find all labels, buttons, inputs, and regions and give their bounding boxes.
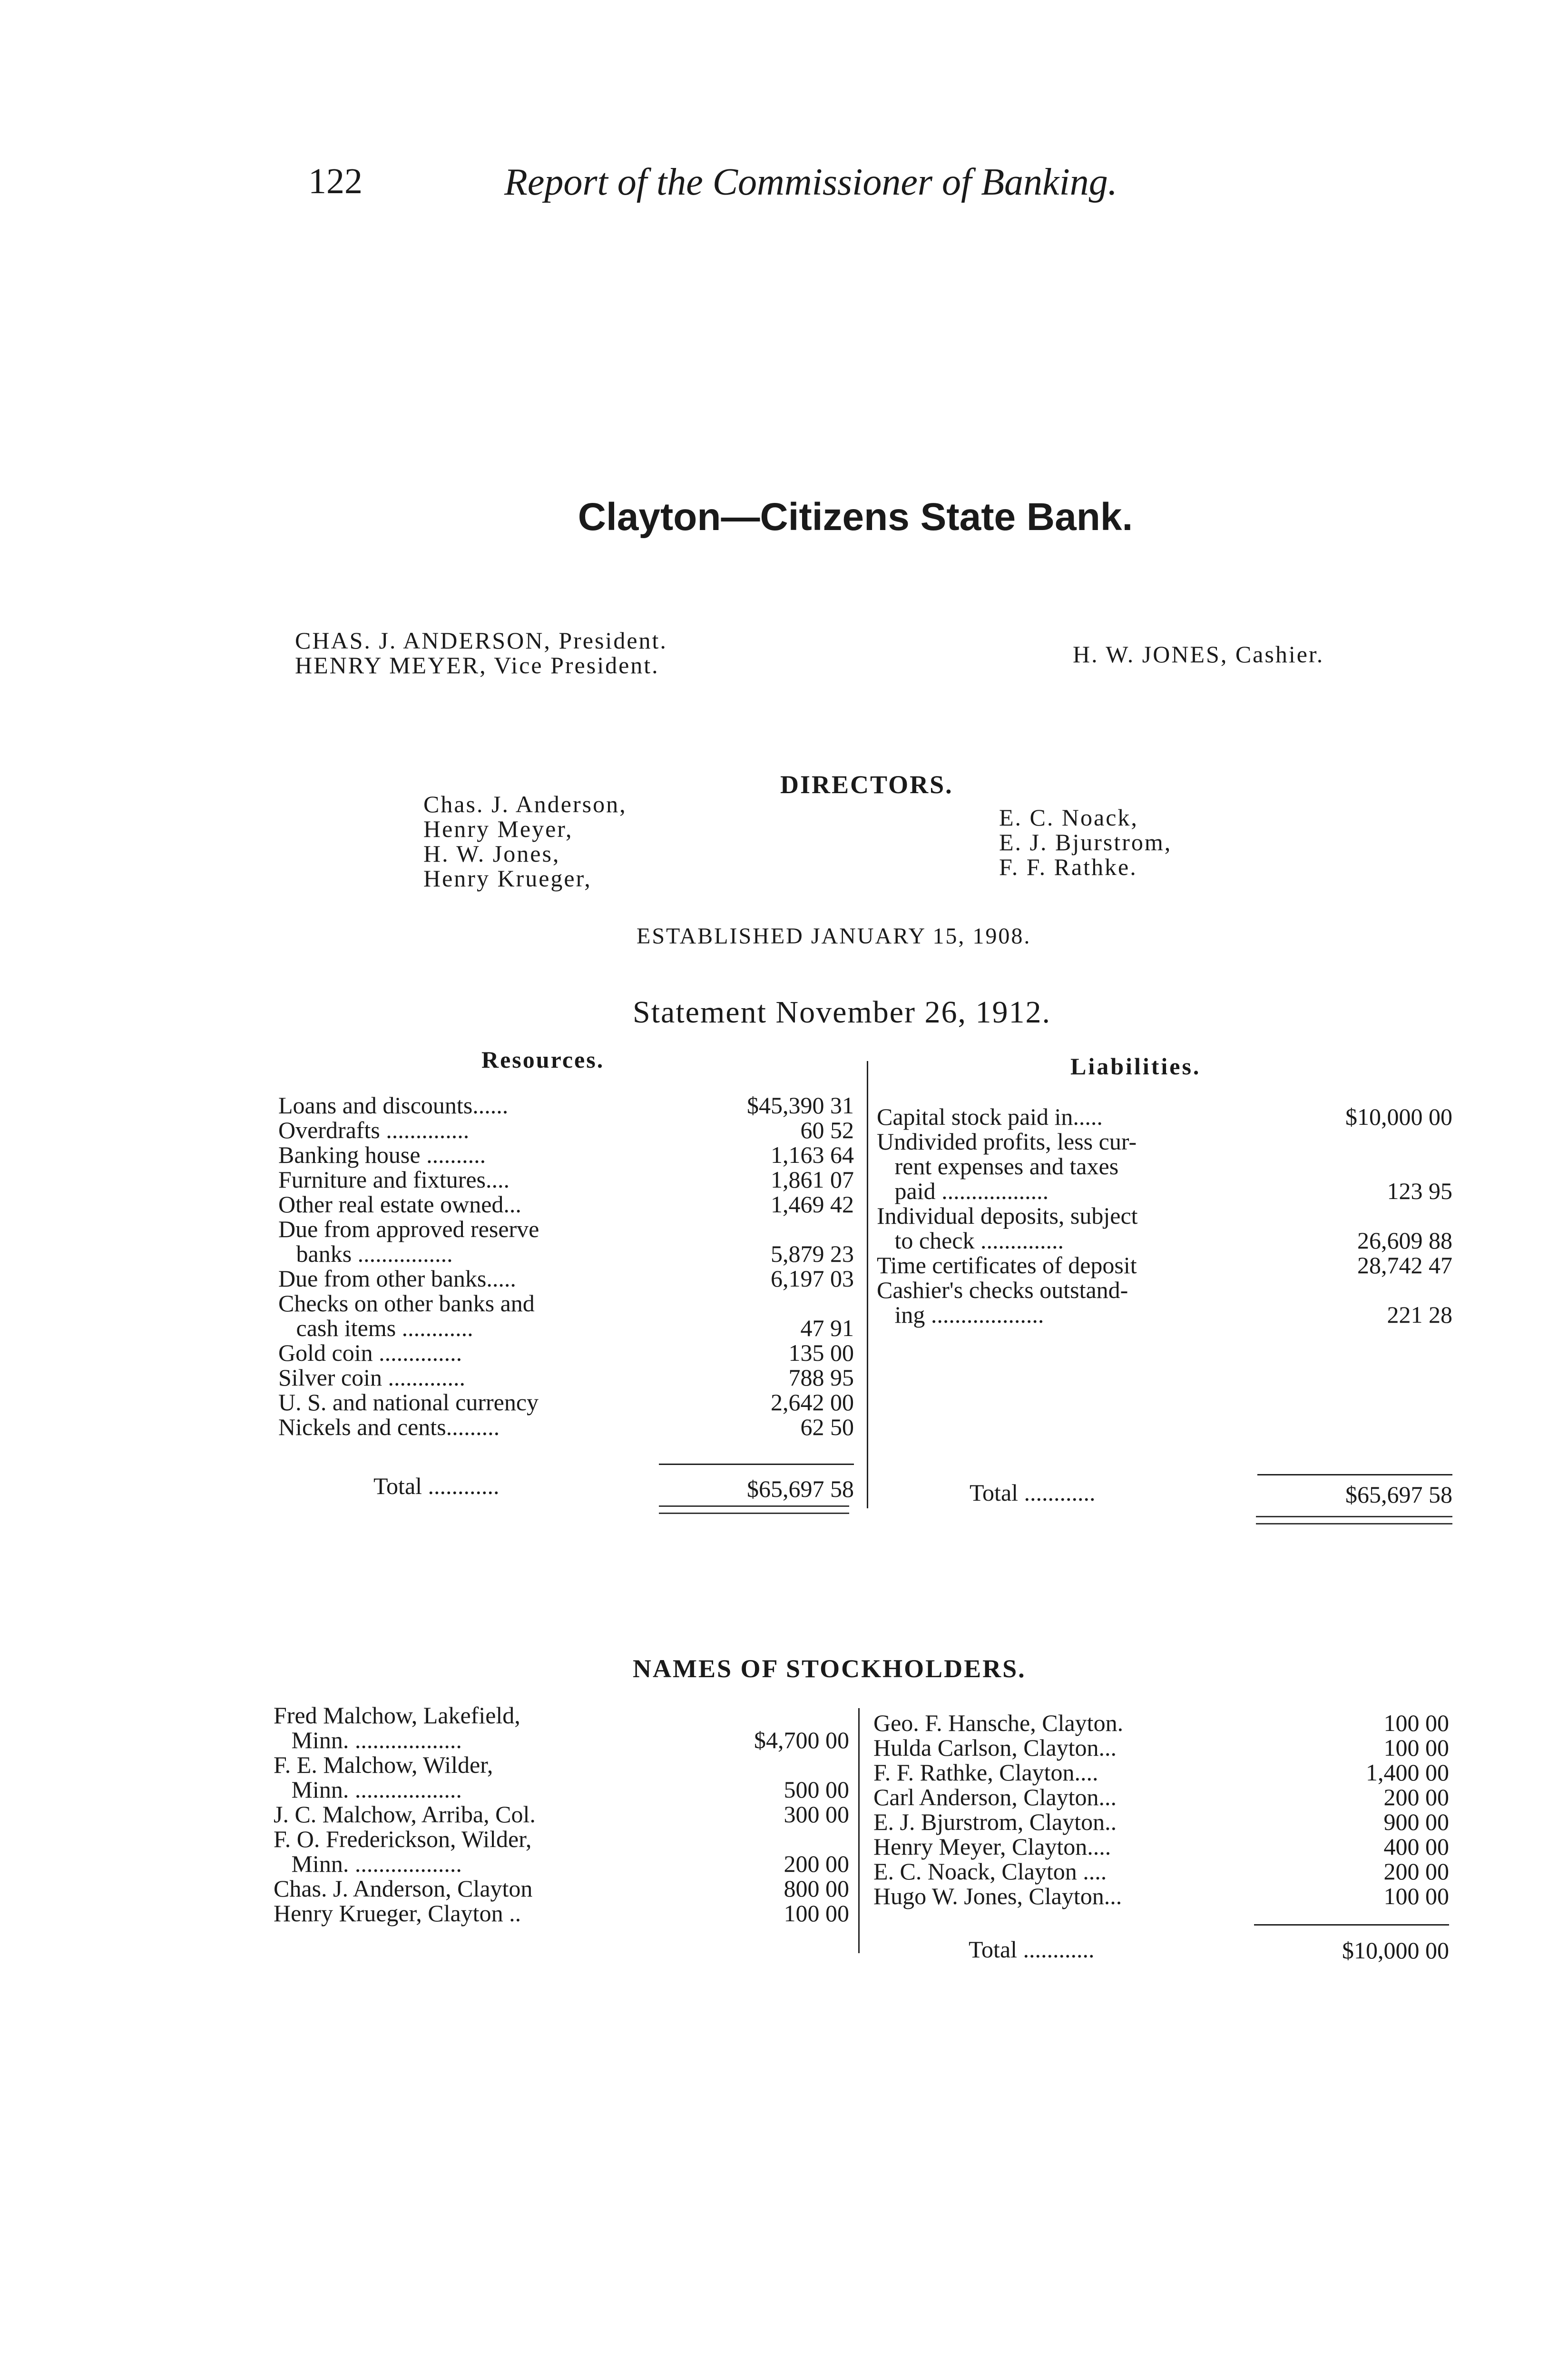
resources-total-double-rule xyxy=(659,1505,849,1514)
directors-heading: DIRECTORS. xyxy=(780,770,953,799)
officer-vice-president: HENRY MEYER, Vice President. xyxy=(295,652,659,678)
resources-heading: Resources. xyxy=(481,1046,605,1073)
list-item: F. O. Frederickson, Wilder, xyxy=(274,1826,532,1852)
director: Henry Krueger, xyxy=(423,865,592,892)
liabilities-total-label: Total ............ xyxy=(970,1479,1096,1506)
table-row: Cashier's checks outstand- xyxy=(877,1277,1128,1303)
list-item: Hulda Carlson, Clayton... 100 00 xyxy=(873,1734,1449,1761)
table-row: U. S. and national currency 2,642 00 xyxy=(278,1389,854,1416)
resources-total-label: Total ............ xyxy=(373,1473,500,1499)
list-item: Fred Malchow, Lakefield, xyxy=(274,1702,520,1729)
table-row: Undivided profits, less cur- xyxy=(877,1128,1137,1155)
director: E. J. Bjurstrom, xyxy=(999,829,1172,855)
table-row: Banking house .......... 1,163 64 xyxy=(278,1141,854,1168)
officer-president: CHAS. J. ANDERSON, President. xyxy=(295,627,667,654)
column-divider xyxy=(867,1061,868,1508)
stockholders-left-table xyxy=(274,1702,849,1940)
running-title: Report of the Commissioner of Banking. xyxy=(504,161,1117,203)
table-row: banks ................ 5,879 23 xyxy=(278,1240,854,1267)
list-item: Geo. F. Hansche, Clayton. 100 00 xyxy=(873,1710,1449,1736)
table-row: ing ................... 221 28 xyxy=(877,1301,1452,1328)
directors-right xyxy=(999,805,1172,879)
table-row: Individual deposits, subject xyxy=(877,1202,1138,1229)
list-item: J. C. Malchow, Arriba, Col. 300 00 xyxy=(274,1801,849,1828)
director: F. F. Rathke. xyxy=(999,854,1137,880)
page-number: 122 xyxy=(308,161,363,201)
table-row: Loans and discounts...... $45,390 31 xyxy=(278,1092,854,1119)
table-row: Capital stock paid in..... $10,000 00 xyxy=(877,1103,1452,1130)
director: E. C. Noack, xyxy=(999,804,1138,831)
officers-left xyxy=(295,628,667,678)
table-row: Nickels and cents......... 62 50 xyxy=(278,1414,854,1440)
list-item: E. J. Bjurstrom, Clayton.. 900 00 xyxy=(873,1809,1449,1835)
directors-left xyxy=(423,792,627,891)
list-item: F. E. Malchow, Wilder, xyxy=(274,1751,493,1778)
table-row: rent expenses and taxes xyxy=(877,1153,1119,1180)
resources-table xyxy=(278,1092,854,1473)
table-row: Due from approved reserve xyxy=(278,1216,539,1242)
director: Chas. J. Anderson, xyxy=(423,791,627,817)
statement-title: Statement November 26, 1912. xyxy=(633,995,1051,1030)
stockholders-total-amount: $10,000 00 xyxy=(1342,1937,1449,1964)
liabilities-heading: Liabilities. xyxy=(1070,1053,1201,1080)
table-row: Due from other banks..... 6,197 03 xyxy=(278,1265,854,1292)
list-item: Hugo W. Jones, Clayton... 100 00 xyxy=(873,1883,1449,1909)
list-item: Minn. .................. $4,700 00 xyxy=(274,1727,849,1753)
stockholders-heading: NAMES OF STOCKHOLDERS. xyxy=(633,1654,1026,1683)
liabilities-table xyxy=(877,1104,1452,1342)
table-row: Checks on other banks and xyxy=(278,1290,535,1317)
director: H. W. Jones, xyxy=(423,840,560,867)
table-row: Silver coin ............. 788 95 xyxy=(278,1364,854,1391)
list-item: Minn. .................. 200 00 xyxy=(274,1850,849,1877)
stockholders-right-table xyxy=(873,1710,1449,1919)
table-row: Other real estate owned... 1,469 42 xyxy=(278,1191,854,1218)
table-row: Overdrafts .............. 60 52 xyxy=(278,1117,854,1143)
liabilities-total-amount: $65,697 58 xyxy=(1345,1481,1452,1508)
resources-total-amount: $65,697 58 xyxy=(747,1475,854,1502)
resources-subtotal-rule xyxy=(659,1464,854,1465)
table-row: paid .................. 123 95 xyxy=(877,1178,1452,1204)
stockholders-total-label: Total ............ xyxy=(969,1936,1095,1963)
officer-cashier: H. W. JONES, Cashier. xyxy=(1073,641,1324,668)
table-row: cash items ............ 47 91 xyxy=(278,1315,854,1341)
liabilities-total-double-rule xyxy=(1256,1516,1452,1524)
stockholders-total-rule xyxy=(1254,1924,1449,1926)
list-item: F. F. Rathke, Clayton.... 1,400 00 xyxy=(873,1759,1449,1786)
director: Henry Meyer, xyxy=(423,816,573,842)
list-item: Henry Meyer, Clayton.... 400 00 xyxy=(873,1833,1449,1860)
liabilities-subtotal-rule xyxy=(1257,1474,1452,1475)
list-item: Carl Anderson, Clayton... 200 00 xyxy=(873,1784,1449,1810)
list-item: E. C. Noack, Clayton .... 200 00 xyxy=(873,1858,1449,1885)
list-item: Minn. .................. 500 00 xyxy=(274,1776,849,1803)
list-item: Chas. J. Anderson, Clayton 800 00 xyxy=(274,1875,849,1902)
table-row: Time certificates of deposit 28,742 47 xyxy=(877,1252,1452,1278)
table-row: Gold coin .............. 135 00 xyxy=(278,1339,854,1366)
list-item: Henry Krueger, Clayton .. 100 00 xyxy=(274,1900,849,1927)
table-row: to check .............. 26,609 88 xyxy=(877,1227,1452,1254)
established-line: ESTABLISHED JANUARY 15, 1908. xyxy=(637,924,1031,949)
stockholders-column-divider xyxy=(858,1708,860,1953)
bank-title: Clayton—Citizens State Bank. xyxy=(578,495,1133,539)
table-row: Furniture and fixtures.... 1,861 07 xyxy=(278,1166,854,1193)
